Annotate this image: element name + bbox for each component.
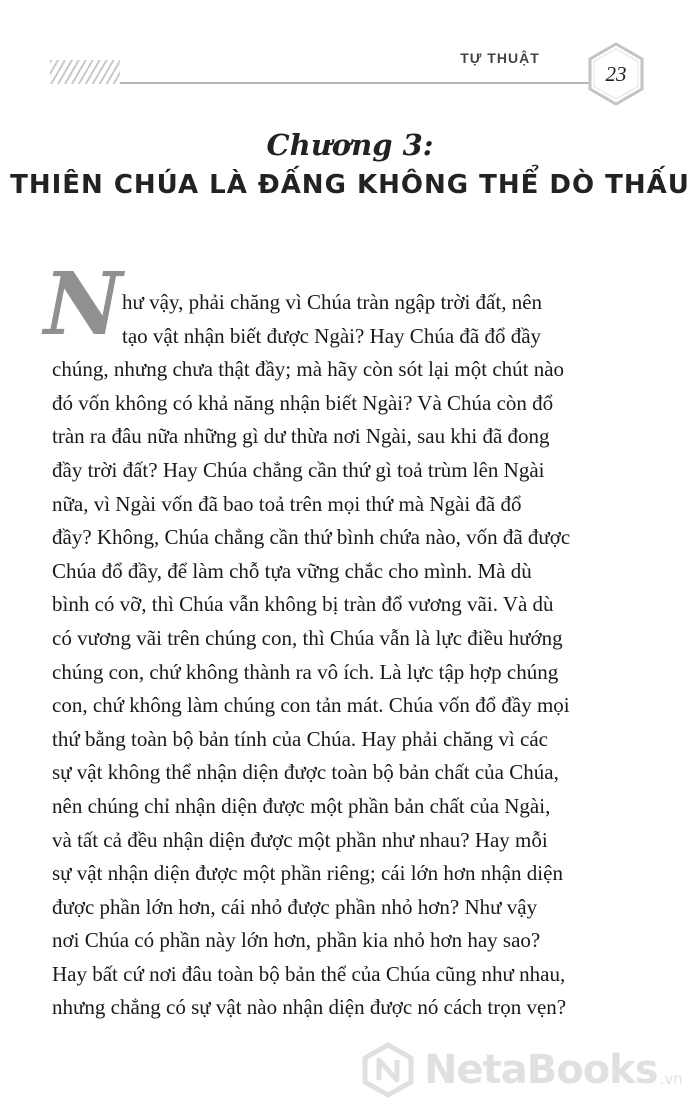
text-line: thứ bằng toàn bộ bản tính của Chúa. Hay phải chăng vì các (52, 726, 548, 751)
drop-cap-letter: N (43, 254, 123, 355)
watermark-suffix: .vn (659, 1070, 683, 1088)
header-hatch-decoration (50, 60, 120, 84)
text-line: hư vậy, phải chăng vì Chúa tràn ngập trời đất, nên (122, 290, 543, 314)
text-line: tràn ra đâu nữa những gì dư thừa nơi Ngài, sau khi đã đong (52, 424, 550, 449)
text-line: con, chứ không làm chúng con tản mát. Chúa vốn đổ đầy mọi (52, 693, 570, 718)
running-head: TỰ THUẬT (460, 50, 540, 66)
text-line: sự vật nhận diện được một phần riêng; cái lớn hơn nhận diện (52, 861, 563, 886)
netabooks-watermark (360, 1040, 700, 1100)
text-line: Chúa đổ đầy, để làm chỗ tựa vững chắc cho mình. Mà dù (52, 558, 532, 583)
watermark-brand: NetaBooks (424, 1047, 658, 1093)
text-line: Hay bất cứ nơi đâu toàn bộ bản thể của Chúa cũng như nhau, (52, 961, 566, 986)
text-line: bình có vỡ, thì Chúa vẫn không bị tràn đổ vương vãi. Và dù (52, 592, 554, 617)
text-line: sự vật không thể nhận diện được toàn bộ bản chất của Chúa, (52, 760, 559, 785)
page-number: 23 (605, 62, 627, 86)
text-line: chúng, nhưng chưa thật đầy; mà hãy còn sót lại một chút nào (52, 357, 565, 382)
text-line: và tất cả đều nhận diện được một phần như nhau? Hay mỗi (52, 827, 548, 852)
text-line: đó vốn không có khả năng nhận biết Ngài? Và Chúa còn đổ (52, 390, 554, 415)
chapter-title: THIÊN CHÚA LÀ ĐẤNG KHÔNG THỂ DÒ THẤU (10, 170, 690, 200)
text-line: nữa, vì Ngài vốn đã bao toả trên mọi thứ mà Ngài đã đổ (52, 491, 522, 516)
text-line: tạo vật nhận biết được Ngài? Hay Chúa đã đổ đầy (122, 323, 542, 348)
body-paragraph (52, 286, 652, 1025)
chapter-label: Chương 3: (266, 128, 434, 162)
text-line: chúng con, chứ không thành ra vô ích. Là lực tập hợp chúng (52, 659, 559, 684)
text-line: đầy? Không, Chúa chẳng cần thứ bình chứa nào, vốn đã được (52, 525, 571, 550)
text-line: đầy trời đất? Hay Chúa chẳng cần thứ gì toả trùm lên Ngài (52, 457, 545, 482)
header-rule (120, 82, 598, 84)
netabooks-logo-icon (360, 1042, 416, 1098)
text-line: nên chúng chỉ nhận diện được một phần bản chất của Ngài, (52, 793, 551, 818)
text-line: nhưng chẳng có sự vật nào nhận diện được nó cách trọn vẹn? (52, 995, 567, 1020)
text-line: nơi Chúa có phần này lớn hơn, phần kia nhỏ hơn hay sao? (52, 928, 541, 953)
text-line: có vương vãi trên chúng con, thì Chúa vẫn là lực điều hướng (52, 625, 563, 650)
text-line: được phần lớn hơn, cái nhỏ được phần nhỏ hơn? Như vậy (52, 894, 538, 919)
